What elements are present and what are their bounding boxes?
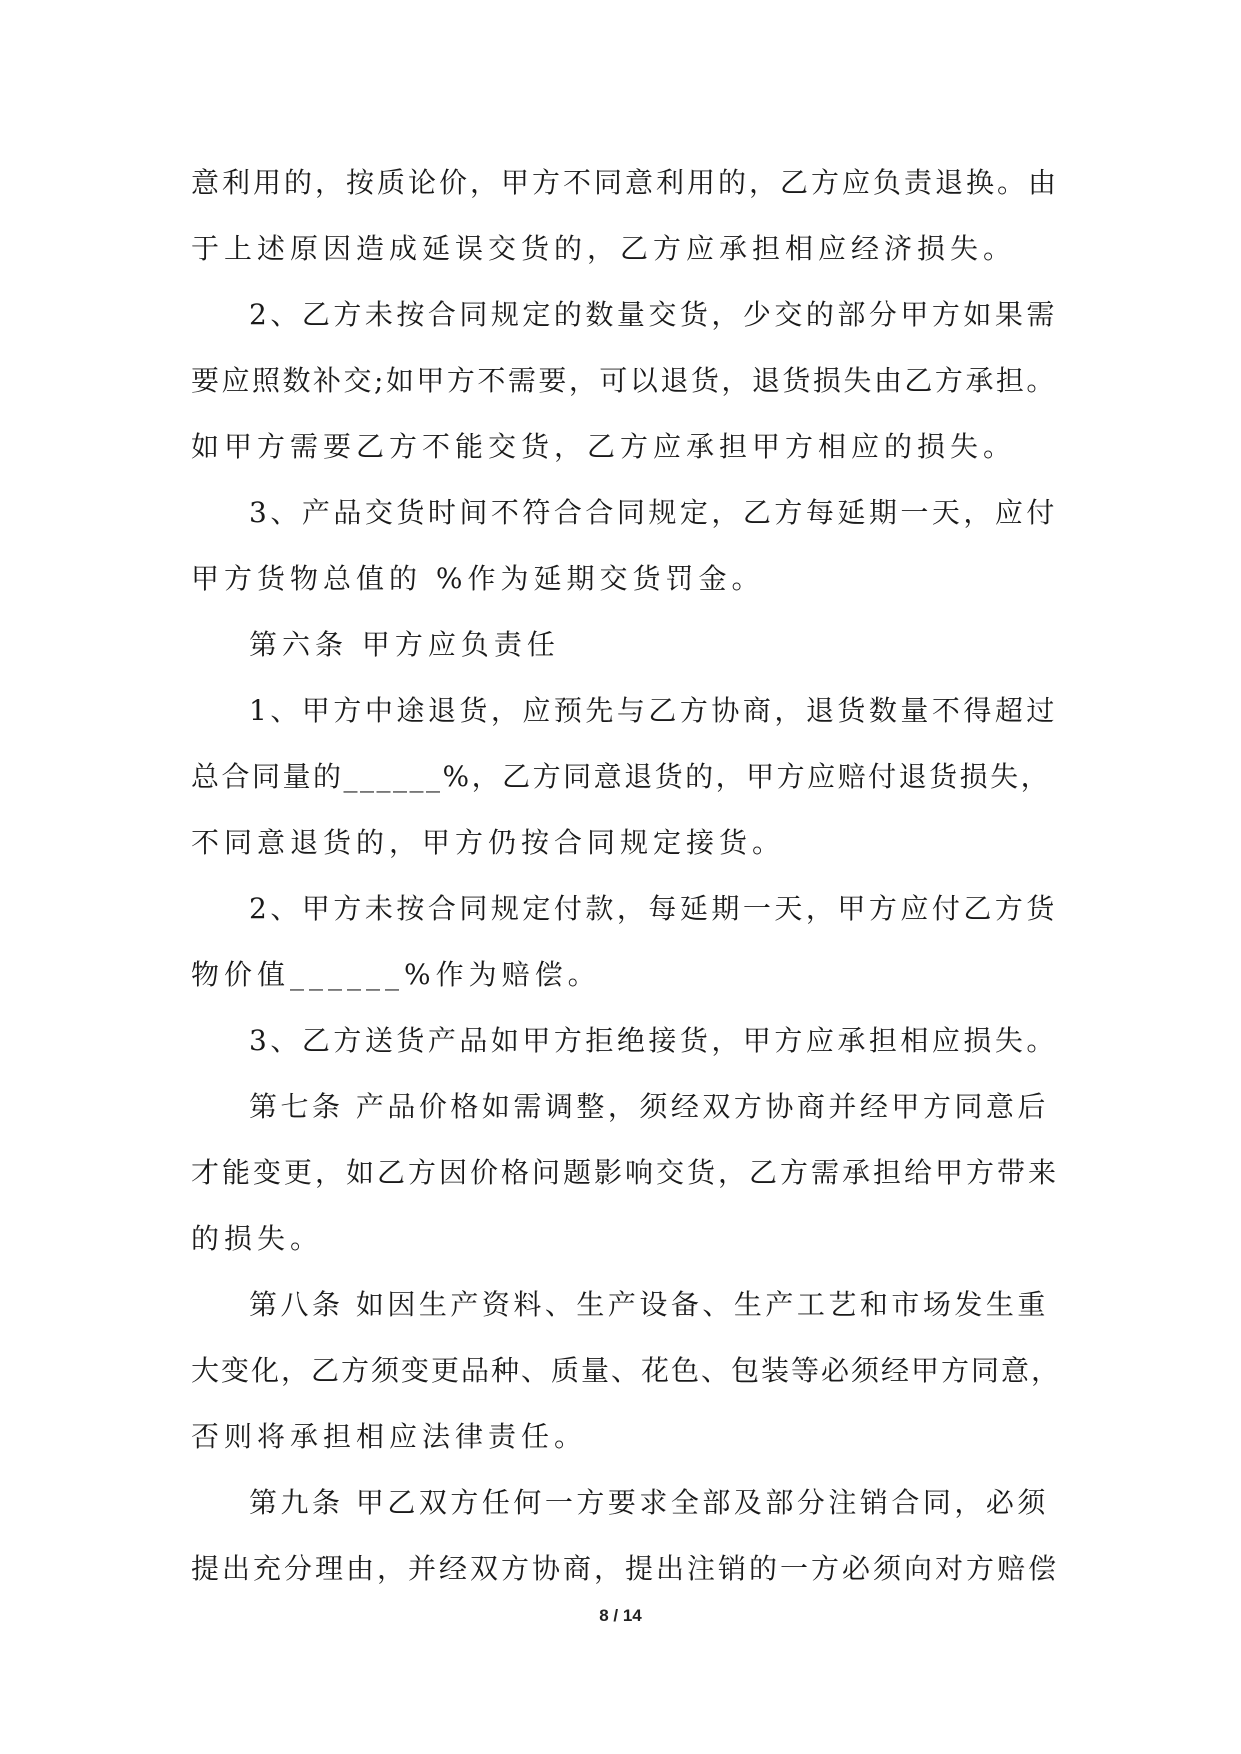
text-line: 2、甲方未按合同规定付款，每延期一天，甲方应付乙方货	[249, 892, 1058, 925]
text-line: 2、乙方未按合同规定的数量交货，少交的部分甲方如果需	[249, 298, 1058, 331]
text-line: 于上述原因造成延误交货的，乙方应承担相应经济损失。	[191, 232, 1017, 265]
text-line: 要应照数补交;如甲方不需要，可以退货，退货损失由乙方承担。	[191, 364, 1057, 397]
text-line: 3、产品交货时间不符合合同规定，乙方每延期一天，应付	[249, 496, 1058, 529]
text-line: 如甲方需要乙方不能交货，乙方应承担甲方相应的损失。	[191, 430, 1017, 463]
text-line: 1、甲方中途退货，应预先与乙方协商，退货数量不得超过	[249, 694, 1058, 727]
text-line: 总合同量的______%，乙方同意退货的，甲方应赔付退货损失，	[191, 760, 1052, 793]
text-line: 第七条 产品价格如需调整，须经双方协商并经甲方同意后	[249, 1090, 1049, 1123]
text-line: 提出充分理由，并经双方协商，提出注销的一方必须向对方赔偿	[191, 1552, 1060, 1585]
text-line: 意利用的，按质论价，甲方不同意利用的，乙方应负责退换。由	[191, 166, 1060, 199]
text-line: 不同意退货的，甲方仍按合同规定接货。	[191, 826, 786, 859]
document-body	[191, 150, 1061, 1602]
text-line: 物价值______%作为赔偿。	[191, 958, 601, 991]
text-line: 的损失。	[191, 1222, 324, 1255]
text-line: 第八条 如因生产资料、生产设备、生产工艺和市场发生重	[249, 1288, 1049, 1321]
text-line: 第九条 甲乙双方任何一方要求全部及部分注销合同，必须	[249, 1486, 1049, 1519]
text-line: 才能变更，如乙方因价格问题影响交货，乙方需承担给甲方带来	[191, 1156, 1060, 1189]
text-line: 3、乙方送货产品如甲方拒绝接货，甲方应承担相应损失。	[249, 1024, 1058, 1057]
page-number: 8 / 14	[599, 1606, 642, 1625]
text-line: 甲方货物总值的 %作为延期交货罚金。	[191, 562, 765, 595]
text-line: 否则将承担相应法律责任。	[191, 1420, 588, 1453]
text-line: 大变化，乙方须变更品种、质量、花色、包装等必须经甲方同意，	[191, 1354, 1062, 1387]
section-heading: 第六条 甲方应负责任	[249, 628, 560, 661]
